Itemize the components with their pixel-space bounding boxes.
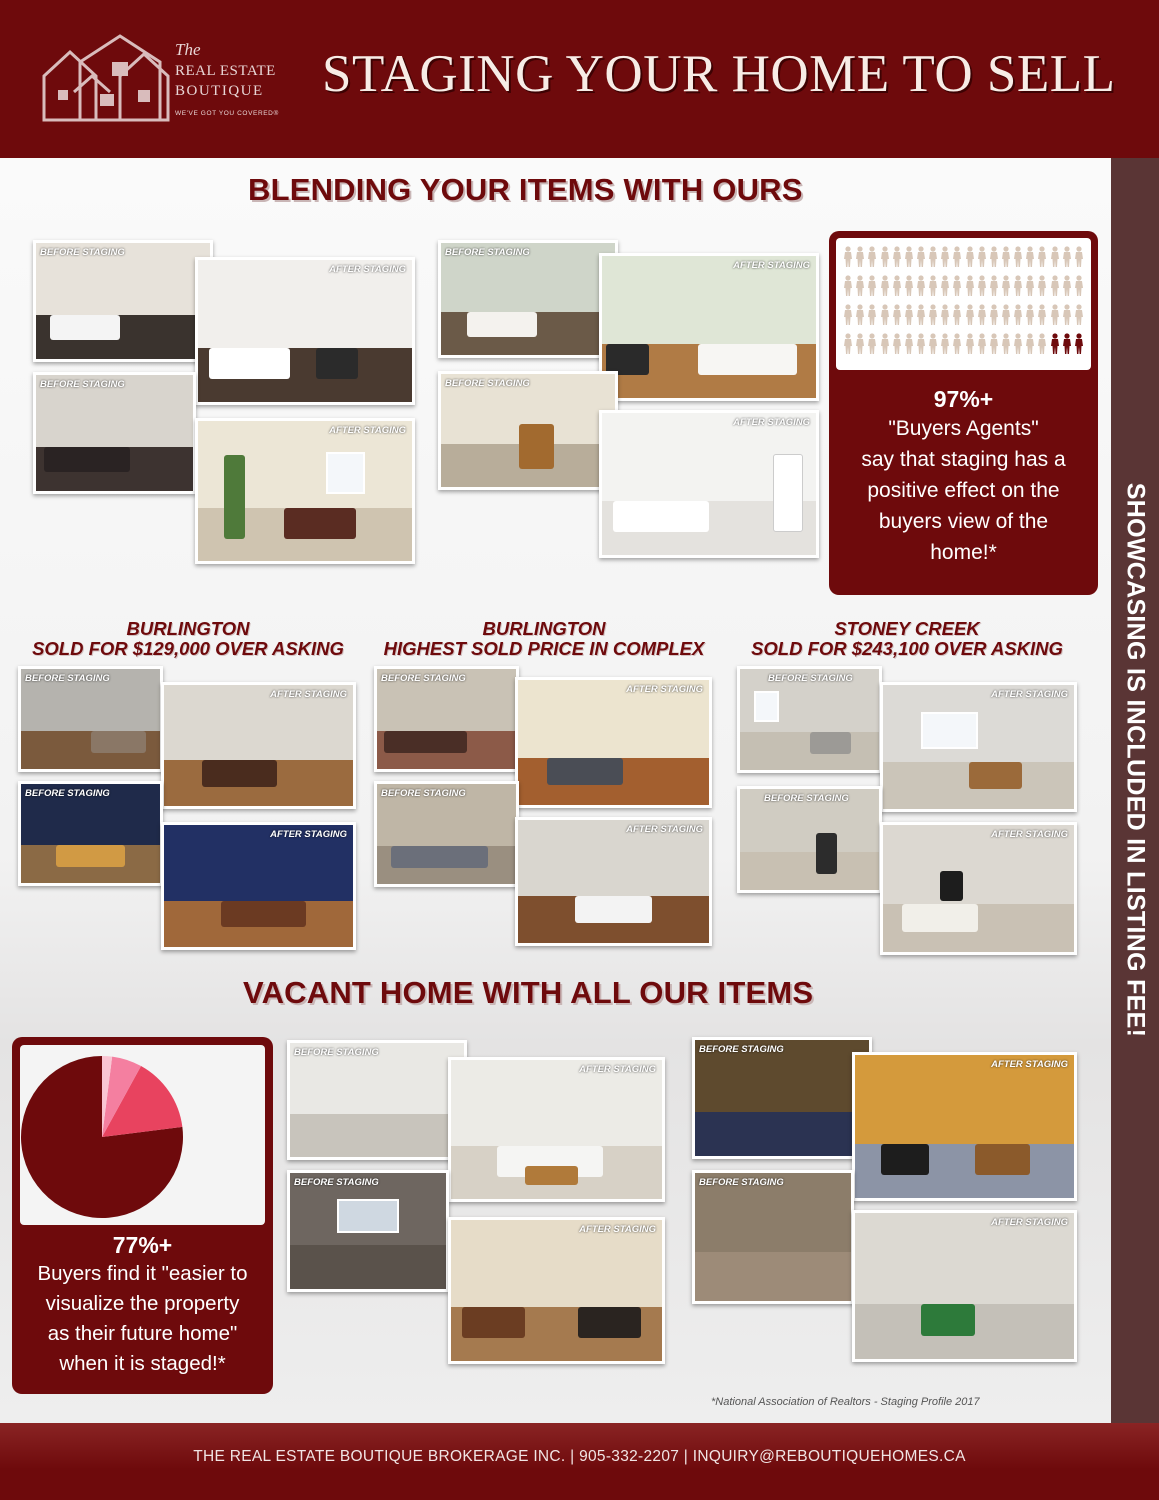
stat1-percent: 97%+ <box>933 386 994 412</box>
after-staging-label: AFTER STAGING <box>626 684 703 695</box>
stat1-line3: positive effect on the <box>867 479 1060 502</box>
after-staging-label: AFTER STAGING <box>579 1224 656 1235</box>
pie-chart-icon <box>20 1045 265 1225</box>
photo-before-kitchen <box>33 240 213 362</box>
before-staging-label: BEFORE STAGING <box>381 673 466 684</box>
before-staging-label: BEFORE STAGING <box>699 1044 784 1055</box>
after-staging-label: AFTER STAGING <box>270 689 347 700</box>
person-icon-highlight <box>1062 333 1072 355</box>
person-icon <box>928 246 938 268</box>
person-icon <box>1037 304 1047 326</box>
side-banner-text: SHOWCASING IS INCLUDED IN LISTING FEE! <box>1121 482 1150 1038</box>
person-icon <box>965 304 975 326</box>
photo-stoneycreek-before-living <box>737 666 882 773</box>
person-icon <box>1062 246 1072 268</box>
person-icon <box>904 246 914 268</box>
person-icon <box>1074 275 1084 297</box>
page-title: STAGING YOUR HOME TO SELL <box>322 45 1116 103</box>
photo-vacant1-before-room <box>287 1040 467 1160</box>
photo-stoneycreek-after-office <box>880 682 1077 812</box>
photo-stoneycreek-after-family <box>880 822 1077 955</box>
photo-burlington2-after-bedroom <box>515 817 712 946</box>
before-staging-label: BEFORE STAGING <box>25 673 110 684</box>
after-staging-label: AFTER STAGING <box>270 829 347 840</box>
photo-vacant2-after-rec <box>852 1210 1077 1362</box>
photo-stoneycreek-before-family <box>737 786 882 893</box>
person-icon <box>1062 275 1072 297</box>
before-staging-label: BEFORE STAGING <box>40 379 125 390</box>
stat2-line2: visualize the property <box>45 1292 240 1315</box>
person-icon <box>855 275 865 297</box>
person-icon-highlight <box>1050 333 1060 355</box>
stat-card-buyers-agents <box>829 231 1098 595</box>
person-icon <box>952 304 962 326</box>
source-footnote: *National Association of Realtors - Staging Profile 2017 <box>711 1396 980 1408</box>
stat1-line4: buyers view of the <box>878 510 1049 533</box>
footer-contact: THE REAL ESTATE BOUTIQUE BROKERAGE INC. | 905-332-2207 | INQUIRY@REBOUTIQUEHOMES.CA <box>193 1448 966 1465</box>
photo-burlington2-before-bedroom <box>374 781 519 887</box>
person-icon <box>1025 333 1035 355</box>
person-icon <box>1074 246 1084 268</box>
before-staging-label: BEFORE STAGING <box>445 247 530 258</box>
person-icon <box>1001 275 1011 297</box>
person-icon <box>855 333 865 355</box>
person-icon <box>892 275 902 297</box>
photo-after-bedroom <box>195 418 415 564</box>
person-icon <box>1001 304 1011 326</box>
after-staging-label: AFTER STAGING <box>579 1064 656 1075</box>
after-staging-label: AFTER STAGING <box>991 829 1068 840</box>
city-heading-3 <box>737 619 1077 659</box>
person-icon <box>1050 304 1060 326</box>
after-staging-label: AFTER STAGING <box>733 260 810 271</box>
photo-burlington1-before-dining <box>18 781 163 886</box>
city-result: HIGHEST SOLD PRICE IN COMPLEX <box>383 638 705 659</box>
photo-vacant2-before-rec <box>692 1170 854 1304</box>
person-icon <box>855 246 865 268</box>
person-icon <box>977 333 987 355</box>
person-icon <box>892 333 902 355</box>
stat2-line4: when it is staged!* <box>59 1352 226 1375</box>
after-staging-label: AFTER STAGING <box>626 824 703 835</box>
before-staging-label: BEFORE STAGING <box>381 788 466 799</box>
person-icon <box>843 304 853 326</box>
after-staging-label: AFTER STAGING <box>329 425 406 436</box>
people-icon-grid <box>836 238 1091 370</box>
person-icon <box>989 333 999 355</box>
logo-name-line2: BOUTIQUE <box>175 83 264 99</box>
pie-chart-panel <box>20 1045 265 1225</box>
photo-burlington1-after-living <box>161 822 356 950</box>
person-icon <box>952 333 962 355</box>
person-icon <box>880 275 890 297</box>
person-icon <box>904 275 914 297</box>
person-icon <box>977 304 987 326</box>
city-result: SOLD FOR $243,100 OVER ASKING <box>751 638 1063 659</box>
before-staging-label: BEFORE STAGING <box>294 1047 379 1058</box>
person-icon <box>989 246 999 268</box>
photo-vacant2-after-basement <box>852 1052 1077 1201</box>
logo-the-text: The <box>175 40 201 59</box>
header-banner <box>0 0 1159 158</box>
photo-after-kitchen-2 <box>599 410 819 558</box>
person-icon <box>855 304 865 326</box>
person-icon <box>1025 275 1035 297</box>
person-icon <box>1025 246 1035 268</box>
person-icon <box>977 275 987 297</box>
person-icon <box>928 275 938 297</box>
person-icon <box>1013 304 1023 326</box>
person-icon <box>977 246 987 268</box>
person-icon <box>843 246 853 268</box>
person-icon <box>1074 304 1084 326</box>
photo-burlington2-before-living <box>374 666 519 772</box>
stat1-line5: home!* <box>930 541 997 564</box>
person-icon <box>940 275 950 297</box>
stat2-percent: 77%+ <box>112 1232 173 1258</box>
person-icon <box>880 246 890 268</box>
person-icon <box>1062 304 1072 326</box>
photo-vacant1-after-dining <box>448 1217 665 1364</box>
city-name: STONEY CREEK <box>834 618 980 639</box>
photo-before-living <box>438 240 618 358</box>
person-icon <box>940 333 950 355</box>
city-heading-1 <box>18 619 358 659</box>
before-staging-label: BEFORE STAGING <box>699 1177 784 1188</box>
person-icon <box>1001 333 1011 355</box>
person-icon <box>843 333 853 355</box>
footer-bar <box>0 1423 1159 1500</box>
photo-burlington2-after-living <box>515 677 712 808</box>
person-icon <box>916 246 926 268</box>
photo-before-kitchen-2 <box>438 371 618 490</box>
city-name: BURLINGTON <box>126 618 250 639</box>
person-icon <box>989 275 999 297</box>
person-icon <box>916 333 926 355</box>
photo-vacant2-before-basement <box>692 1037 872 1159</box>
person-icon <box>965 246 975 268</box>
person-icon <box>1037 275 1047 297</box>
photo-after-kitchen <box>195 257 415 405</box>
person-icon <box>989 304 999 326</box>
logo-tagline: WE'VE GOT YOU COVERED® <box>175 110 279 117</box>
person-icon <box>965 275 975 297</box>
person-icon <box>892 304 902 326</box>
city-heading-2 <box>374 619 714 659</box>
after-staging-label: AFTER STAGING <box>733 417 810 428</box>
photo-burlington1-before-living <box>18 666 163 772</box>
photo-before-bedroom <box>33 372 196 494</box>
person-icon <box>940 304 950 326</box>
person-icon <box>928 333 938 355</box>
person-icon <box>1025 304 1035 326</box>
person-icon <box>892 246 902 268</box>
person-icon <box>1001 246 1011 268</box>
stat-card-buyers-visualize <box>12 1037 273 1394</box>
section-title-blending: BLENDING YOUR ITEMS WITH OURS <box>248 172 803 207</box>
stat2-line1: Buyers find it "easier to <box>37 1262 248 1285</box>
person-icon <box>867 333 877 355</box>
person-icon-highlight <box>1074 333 1084 355</box>
person-icon <box>904 333 914 355</box>
photo-vacant1-after-living <box>448 1057 665 1202</box>
section-title-vacant: VACANT HOME WITH ALL OUR ITEMS <box>243 975 814 1010</box>
stat2-line3: as their future home" <box>47 1322 238 1345</box>
person-icon <box>1037 333 1047 355</box>
person-icon <box>880 333 890 355</box>
person-icon <box>952 246 962 268</box>
photo-after-living <box>599 253 819 401</box>
person-icon <box>867 304 877 326</box>
stat1-line2: say that staging has a <box>861 448 1066 471</box>
person-icon <box>1050 275 1060 297</box>
before-staging-label: BEFORE STAGING <box>445 378 530 389</box>
person-icon <box>916 304 926 326</box>
person-icon <box>880 304 890 326</box>
city-name: BURLINGTON <box>482 618 606 639</box>
before-staging-label: BEFORE STAGING <box>764 793 849 804</box>
person-icon <box>1050 246 1060 268</box>
after-staging-label: AFTER STAGING <box>991 1217 1068 1228</box>
before-staging-label: BEFORE STAGING <box>294 1177 379 1188</box>
person-icon <box>1013 333 1023 355</box>
person-icon <box>867 275 877 297</box>
person-icon <box>940 246 950 268</box>
person-icon <box>1013 246 1023 268</box>
person-icon <box>965 333 975 355</box>
person-icon <box>928 304 938 326</box>
person-icon <box>952 275 962 297</box>
photo-burlington1-after-dining <box>161 682 356 809</box>
before-staging-label: BEFORE STAGING <box>40 247 125 258</box>
person-icon <box>1037 246 1047 268</box>
person-icon <box>843 275 853 297</box>
person-icon <box>1013 275 1023 297</box>
stat1-line1: "Buyers Agents" <box>888 417 1039 440</box>
after-staging-label: AFTER STAGING <box>991 1059 1068 1070</box>
after-staging-label: AFTER STAGING <box>329 264 406 275</box>
logo-name-line1: REAL ESTATE <box>175 63 276 79</box>
before-staging-label: BEFORE STAGING <box>25 788 110 799</box>
after-staging-label: AFTER STAGING <box>991 689 1068 700</box>
photo-vacant1-before-dining <box>287 1170 449 1292</box>
person-icon <box>904 304 914 326</box>
city-result: SOLD FOR $129,000 OVER ASKING <box>32 638 344 659</box>
person-icon <box>867 246 877 268</box>
person-icon <box>916 275 926 297</box>
before-staging-label: BEFORE STAGING <box>768 673 853 684</box>
